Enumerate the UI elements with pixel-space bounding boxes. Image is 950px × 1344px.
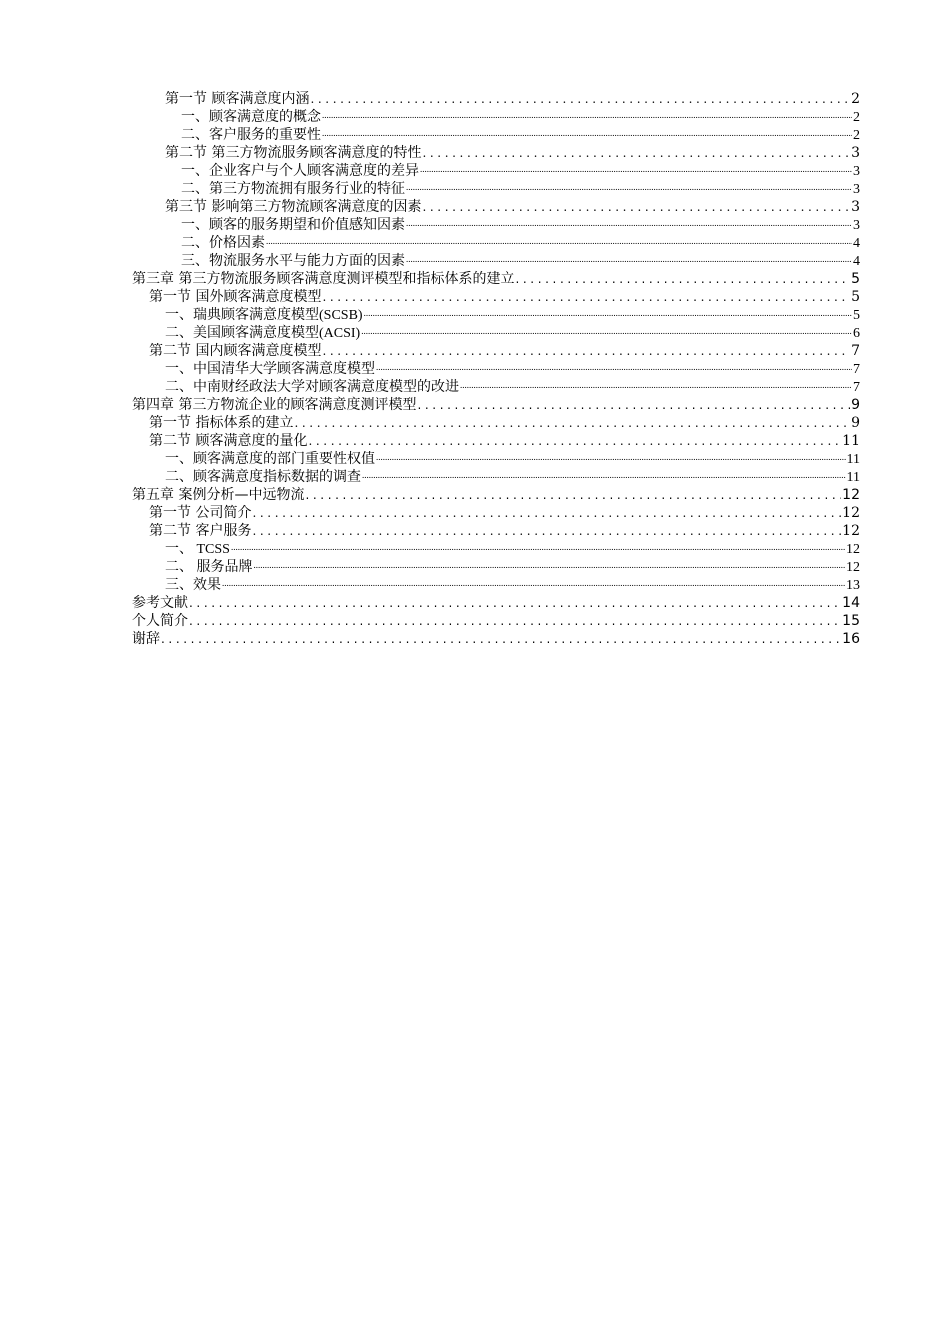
toc-entry-page-number: 6 (853, 326, 860, 341)
toc-entry[interactable] (181, 252, 860, 270)
toc-entry-title: 第二节 国内顾客满意度模型 (149, 343, 322, 359)
toc-entry[interactable] (165, 576, 860, 594)
toc-entry-title: 二、第三方物流拥有服务行业的特征 (181, 182, 405, 197)
toc-dot-leader (231, 541, 845, 558)
toc-entry[interactable] (181, 216, 860, 234)
toc-entry[interactable] (132, 396, 860, 414)
toc-dot-leader (376, 361, 852, 378)
toc-entry[interactable] (181, 108, 860, 126)
toc-entry[interactable] (132, 486, 860, 504)
toc-entry[interactable] (165, 468, 860, 486)
toc-entry-page-number: 7 (853, 380, 860, 395)
toc-entry-page-number: 3 (853, 164, 860, 179)
toc-dot-leader (376, 451, 846, 468)
toc-entry[interactable] (165, 90, 860, 108)
toc-entry[interactable] (165, 324, 860, 342)
toc-entry-page-number: 3 (853, 182, 860, 197)
toc-entry-page-number: 16 (842, 631, 860, 647)
toc-entry-page-number: 11 (842, 433, 860, 449)
toc-dot-leader (422, 145, 850, 162)
toc-entry[interactable] (132, 594, 860, 612)
toc-entry[interactable] (132, 270, 860, 288)
toc-entry-page-number: 2 (851, 91, 860, 107)
toc-dot-leader (362, 469, 846, 486)
toc-entry-title: 二、中南财经政法大学对顾客满意度模型的改进 (165, 380, 459, 395)
toc-entry[interactable] (181, 162, 860, 180)
toc-entry-page-number: 4 (853, 254, 860, 269)
toc-entry-page-number: 11 (846, 470, 860, 485)
toc-entry-page-number: 4 (853, 236, 860, 251)
toc-entry-title: 第五章 案例分析—中远物流 (132, 487, 305, 503)
toc-dot-leader (310, 91, 850, 108)
toc-entry-title: 第四章 第三方物流企业的顾客满意度测评模型 (132, 397, 417, 413)
toc-entry-title: 第三章 第三方物流服务顾客满意度测评模型和指标体系的建立 (132, 271, 515, 287)
toc-dot-leader (294, 415, 850, 432)
toc-dot-leader (254, 559, 846, 576)
toc-entry-page-number: 3 (853, 218, 860, 233)
toc-entry-title: 二、美国顾客满意度模型(ACSI) (165, 326, 361, 341)
toc-entry-page-number: 5 (853, 308, 860, 323)
toc-entry-title: 一、顾客的服务期望和价值感知因素 (181, 218, 405, 233)
toc-entry-title: 谢辞 (132, 631, 160, 647)
toc-entry[interactable] (165, 540, 860, 558)
toc-entry-title: 二、顾客满意度指标数据的调查 (165, 470, 361, 485)
toc-entry-page-number: 12 (846, 542, 860, 557)
toc-entry-title: 一、中国清华大学顾客满意度模型 (165, 362, 375, 377)
toc-entry[interactable] (165, 360, 860, 378)
toc-entry[interactable] (149, 504, 860, 522)
toc-entry-page-number: 7 (851, 343, 860, 359)
toc-dot-leader (222, 577, 845, 594)
toc-entry-title: 第二节 顾客满意度的量化 (149, 433, 308, 449)
toc-entry-page-number: 13 (846, 578, 860, 593)
toc-entry-title: 一、顾客满意度的概念 (181, 110, 321, 125)
toc-entry-page-number: 12 (842, 505, 860, 521)
toc-entry-page-number: 2 (853, 128, 860, 143)
toc-entry-page-number: 11 (846, 452, 860, 467)
toc-entry-title: 参考文献 (132, 595, 188, 611)
toc-entry-page-number: 12 (842, 487, 860, 503)
toc-dot-leader (189, 613, 841, 630)
toc-dot-leader (422, 199, 850, 216)
toc-entry-title: 第一节 公司简介 (149, 505, 252, 521)
toc-entry-title: 第三节 影响第三方物流顾客满意度的因素 (165, 199, 422, 215)
toc-dot-leader (161, 631, 841, 648)
toc-entry-title: 三、效果 (165, 578, 221, 593)
toc-dot-leader (364, 307, 852, 324)
toc-entry[interactable] (165, 306, 860, 324)
toc-entry-title: 第一节 国外顾客满意度模型 (149, 289, 322, 305)
toc-dot-leader (417, 397, 850, 414)
toc-dot-leader (515, 271, 850, 288)
toc-dot-leader (406, 217, 852, 234)
toc-entry-title: 第一节 顾客满意度内涵 (165, 91, 310, 107)
toc-entry[interactable] (165, 198, 860, 216)
toc-dot-leader (420, 163, 852, 180)
toc-dot-leader (252, 505, 841, 522)
toc-entry[interactable] (165, 144, 860, 162)
toc-entry-page-number: 7 (853, 362, 860, 377)
toc-entry-title: 二、价格因素 (181, 236, 265, 251)
toc-entry[interactable] (149, 432, 860, 450)
toc-dot-leader (308, 433, 841, 450)
toc-dot-leader (322, 343, 850, 360)
toc-entry-title: 三、物流服务水平与能力方面的因素 (181, 254, 405, 269)
toc-entry[interactable] (181, 234, 860, 252)
toc-entry-page-number: 2 (853, 110, 860, 125)
toc-entry[interactable] (165, 450, 860, 468)
toc-entry-page-number: 12 (846, 560, 860, 575)
toc-entry-page-number: 3 (851, 145, 860, 161)
toc-entry[interactable] (149, 414, 860, 432)
toc-dot-leader (322, 127, 852, 144)
toc-dot-leader (460, 379, 852, 396)
toc-entry-title: 一、 TCSS (165, 542, 230, 557)
toc-entry-title: 一、瑞典顾客满意度模型(SCSB) (165, 308, 363, 323)
toc-entry[interactable] (149, 342, 860, 360)
toc-entry[interactable] (181, 126, 860, 144)
toc-dot-leader (266, 235, 852, 252)
toc-entry-title: 一、顾客满意度的部门重要性权值 (165, 452, 375, 467)
toc-entry-title: 第二节 客户服务 (149, 523, 252, 539)
toc-entry-title: 二、客户服务的重要性 (181, 128, 321, 143)
toc-entry[interactable] (165, 378, 860, 396)
toc-entry[interactable] (181, 180, 860, 198)
toc-entry-page-number: 5 (851, 271, 860, 287)
toc-entry-page-number: 9 (851, 415, 860, 431)
toc-entry-title: 第一节 指标体系的建立 (149, 415, 294, 431)
toc-entry-title: 个人简介 (132, 613, 188, 629)
toc-entry-page-number: 3 (851, 199, 860, 215)
toc-dot-leader (252, 523, 841, 540)
toc-entry[interactable] (149, 288, 860, 306)
toc-entry-page-number: 5 (851, 289, 860, 305)
toc-entry-page-number: 9 (851, 397, 860, 413)
toc-dot-leader (189, 595, 841, 612)
toc-dot-leader (305, 487, 841, 504)
toc-entry[interactable] (132, 612, 860, 630)
toc-entry[interactable] (149, 522, 860, 540)
toc-dot-leader (406, 253, 852, 270)
toc-entry[interactable] (165, 558, 860, 576)
toc-entry-page-number: 14 (842, 595, 860, 611)
toc-entry-title: 第二节 第三方物流服务顾客满意度的特性 (165, 145, 422, 161)
toc-dot-leader (322, 109, 852, 126)
toc-entry-page-number: 15 (842, 613, 860, 629)
toc-dot-leader (406, 181, 852, 198)
toc-entry-title: 一、企业客户与个人顾客满意度的差异 (181, 164, 419, 179)
toc-dot-leader (361, 325, 852, 342)
toc-entry-page-number: 12 (842, 523, 860, 539)
toc-dot-leader (322, 289, 850, 306)
toc-entry-title: 二、 服务品牌 (165, 560, 253, 575)
toc-entry[interactable] (132, 630, 860, 648)
